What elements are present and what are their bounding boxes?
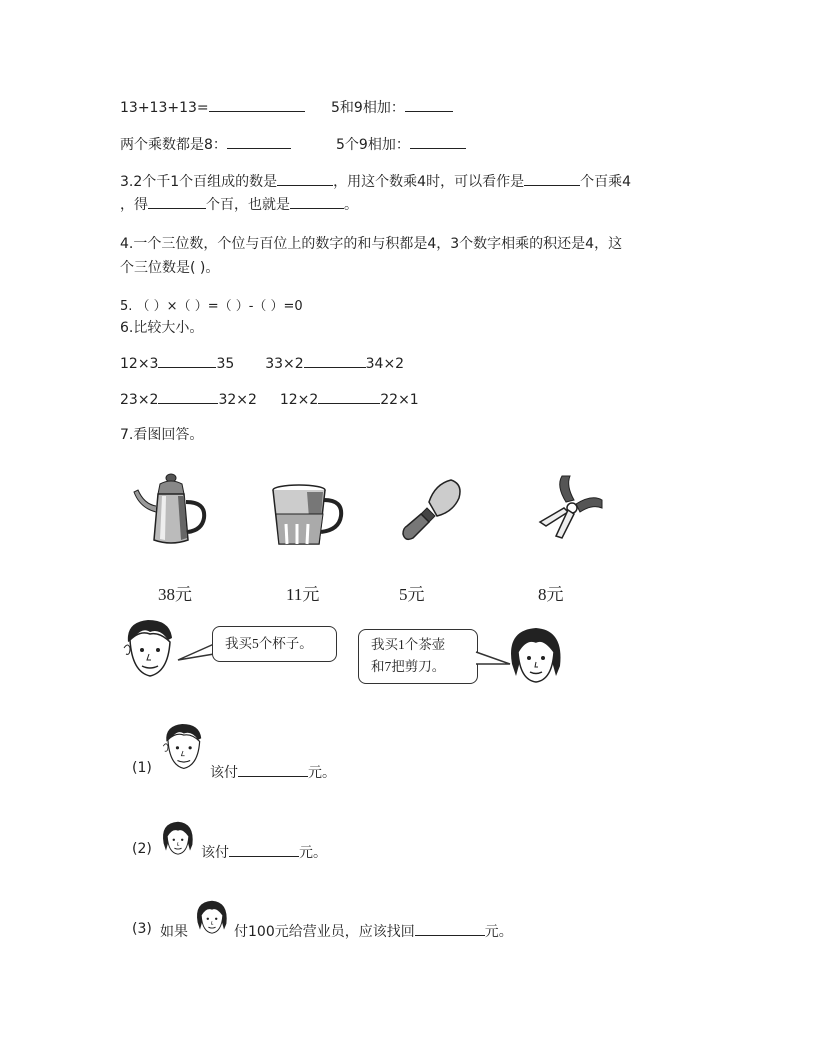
answer-blank[interactable] bbox=[227, 134, 291, 149]
girl-avatar-icon bbox=[506, 624, 566, 686]
girl-avatar-icon bbox=[160, 819, 196, 857]
price-cup: 11元 bbox=[286, 585, 320, 604]
girl-bubble-tail bbox=[476, 650, 510, 670]
q6-title: 6.比较大小。 bbox=[120, 320, 204, 336]
q6-row2: 23×2 32×2 12×2 22×1 bbox=[120, 389, 419, 408]
price-teapot: 38元 bbox=[158, 585, 192, 604]
answer-blank[interactable] bbox=[158, 353, 216, 368]
q7-title: 7.看图回答。 bbox=[120, 427, 204, 443]
answer-blank[interactable] bbox=[148, 194, 206, 209]
teapot-icon bbox=[132, 472, 212, 550]
sub3-prefix: 如果 bbox=[160, 924, 188, 940]
sub1-answer: 该付 元。 bbox=[210, 762, 336, 782]
answer-blank[interactable] bbox=[229, 842, 299, 857]
line2-left: 两个乘数都是8： bbox=[120, 134, 291, 154]
girl-avatar-icon bbox=[194, 898, 230, 936]
answer-blank[interactable] bbox=[415, 921, 485, 936]
answer-blank[interactable] bbox=[209, 97, 305, 112]
answer-blank[interactable] bbox=[158, 389, 218, 404]
boy-avatar-icon bbox=[160, 722, 206, 772]
girl-speech-bubble: 我买1个茶壶 和7把剪刀。 bbox=[358, 629, 478, 684]
answer-blank[interactable] bbox=[405, 97, 453, 112]
sub2-answer: 该付 元。 bbox=[201, 842, 327, 862]
q4-line2: 个三位数是( )。 bbox=[120, 260, 220, 276]
answer-blank[interactable] bbox=[410, 134, 466, 149]
sub3-number: (3) bbox=[132, 921, 152, 937]
answer-blank[interactable] bbox=[524, 171, 580, 186]
sub1-number: (1) bbox=[132, 760, 152, 776]
price-trowel: 5元 bbox=[399, 585, 425, 604]
answer-blank[interactable] bbox=[318, 389, 380, 404]
answer-blank[interactable] bbox=[290, 194, 344, 209]
cup-icon bbox=[271, 484, 345, 548]
price-pliers: 8元 bbox=[538, 585, 564, 604]
line1-left: 13+13+13= bbox=[120, 97, 305, 116]
line1-right: 5和9相加： bbox=[331, 97, 453, 117]
answer-blank[interactable] bbox=[238, 762, 308, 777]
q5: 5. （ ）×（ ）=（ ）-（ ）=0 bbox=[120, 299, 303, 314]
answer-blank[interactable] bbox=[304, 353, 366, 368]
boy-speech-bubble: 我买5个杯子。 bbox=[212, 626, 337, 662]
pliers-icon bbox=[536, 472, 608, 544]
q3-line2: ，得 个百，也就是 。 bbox=[120, 194, 358, 214]
q3-line1: 3.2个千1个百组成的数是 ，用这个数乘4时，可以看作是 个百乘4 bbox=[120, 171, 631, 191]
sub3-answer: 付100元给营业员，应该找回 元。 bbox=[234, 921, 513, 941]
boy-bubble-tail bbox=[178, 640, 214, 664]
line2-right: 5个9相加： bbox=[336, 134, 466, 154]
q6-row1: 12×3 35 33×2 34×2 bbox=[120, 353, 404, 372]
sub2-number: (2) bbox=[132, 841, 152, 857]
answer-blank[interactable] bbox=[277, 171, 333, 186]
boy-avatar-icon bbox=[120, 618, 178, 680]
q4-line1: 4.一个三位数，个位与百位上的数字的和与积都是4，3个数字相乘的积还是4，这 bbox=[120, 236, 623, 252]
trowel-icon bbox=[399, 478, 465, 544]
